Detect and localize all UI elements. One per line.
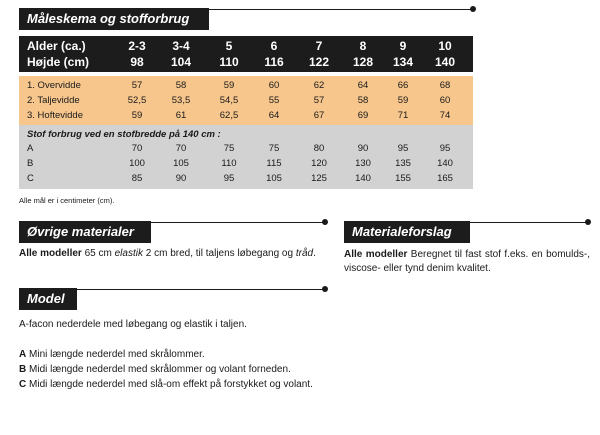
model-heading-text: Model xyxy=(27,291,65,306)
cell: 80 xyxy=(313,143,325,154)
cell: 115 xyxy=(266,158,282,169)
other-materials-part: 65 cm xyxy=(81,248,115,259)
cell: 71 xyxy=(397,110,409,121)
model-letter: C xyxy=(19,379,27,390)
cell: 110 xyxy=(221,158,237,169)
cell: 7 xyxy=(315,39,323,53)
material-suggestion-heading xyxy=(344,221,470,243)
table-header-band xyxy=(19,36,473,72)
cell: 69 xyxy=(357,110,369,121)
table-row xyxy=(19,157,473,170)
cell: 125 xyxy=(311,173,327,184)
cell: 53,5 xyxy=(171,95,191,106)
model-heading xyxy=(19,288,77,310)
cell: 2-3 xyxy=(128,39,146,53)
cell: 64 xyxy=(268,110,280,121)
cell: 100 xyxy=(129,158,145,169)
cell: 116 xyxy=(264,55,284,69)
table-row xyxy=(19,109,473,122)
page-title xyxy=(19,8,209,30)
cell: 140 xyxy=(355,173,371,184)
units-note: Alle mål er i centimeter (cm). xyxy=(19,196,115,205)
cell: 57 xyxy=(313,95,325,106)
cell: 75 xyxy=(223,143,235,154)
model-list xyxy=(19,347,323,392)
fabric-heading: Stof forbrug ved en stofbredde på 140 cm : xyxy=(27,129,221,140)
cell: 52,5 xyxy=(127,95,147,106)
row-label: 1. Overvidde xyxy=(27,80,81,91)
model-letter: B xyxy=(19,364,27,375)
model-intro: A-facon nederdele med løbegang og elastik i taljen. xyxy=(19,319,247,330)
material-suggestion-text xyxy=(344,248,593,276)
cell: 98 xyxy=(130,55,144,69)
model-desc: Midi længde nederdel med slå-om effekt på forstykket og volant. xyxy=(26,379,313,390)
material-suggestion-dot xyxy=(585,219,591,225)
title-text: Måleskema og stofforbrug xyxy=(27,11,190,26)
row-label: Højde (cm) xyxy=(27,55,90,69)
model-dot xyxy=(322,286,328,292)
cell: 60 xyxy=(439,95,451,106)
other-materials-rule xyxy=(151,222,325,223)
cell: 122 xyxy=(308,55,330,69)
cell: 68 xyxy=(439,80,451,91)
cell: 5 xyxy=(225,39,233,53)
cell: 95 xyxy=(223,173,235,184)
cell: 90 xyxy=(357,143,369,154)
fabric-heading-row xyxy=(19,128,473,141)
cell: 6 xyxy=(270,39,278,53)
other-materials-part: . xyxy=(313,248,316,259)
measurements-band xyxy=(19,76,473,125)
cell: 105 xyxy=(173,158,189,169)
cell: 54,5 xyxy=(219,95,239,106)
title-rule xyxy=(209,9,473,10)
cell: 55 xyxy=(268,95,280,106)
title-rule-dot xyxy=(470,6,476,12)
cell: 9 xyxy=(399,39,407,53)
model-desc: Mini længde nederdel med skrålommer. xyxy=(26,349,205,360)
cell: 3-4 xyxy=(172,39,190,53)
cell: 135 xyxy=(395,158,411,169)
material-suggestion-lead: Alle modeller xyxy=(344,249,408,260)
fabric-band xyxy=(19,125,473,189)
cell: 59 xyxy=(131,110,143,121)
model-desc: Midi længde nederdel med skrålommer og volant forneden. xyxy=(26,364,291,375)
cell: 95 xyxy=(397,143,409,154)
elastic-term: elastik xyxy=(114,248,143,259)
cell: 70 xyxy=(175,143,187,154)
cell: 155 xyxy=(395,173,411,184)
cell: 58 xyxy=(175,80,187,91)
row-label: B xyxy=(27,158,34,169)
cell: 74 xyxy=(439,110,451,121)
cell: 140 xyxy=(437,158,453,169)
table-row-height xyxy=(19,54,473,70)
cell: 140 xyxy=(434,55,456,69)
model-rule xyxy=(77,289,325,290)
row-label: Alder (ca.) xyxy=(27,39,86,53)
cell: 64 xyxy=(357,80,369,91)
cell: 128 xyxy=(352,55,374,69)
cell: 70 xyxy=(131,143,143,154)
material-suggestion-body: Beregnet til fast stof f.eks. en bomulds-, viscose- eller tynd denim kvalitet. xyxy=(344,249,593,274)
row-label: C xyxy=(27,173,34,184)
cell: 90 xyxy=(175,173,187,184)
cell: 120 xyxy=(311,158,327,169)
cell: 62,5 xyxy=(219,110,239,121)
table-row xyxy=(19,79,473,92)
material-suggestion-heading-text: Materialeforslag xyxy=(352,224,452,239)
other-materials-lead: Alle modeller xyxy=(19,248,82,259)
row-label: 3. Hoftevidde xyxy=(27,110,83,121)
row-label: A xyxy=(27,143,34,154)
model-letter: A xyxy=(19,349,27,360)
cell: 66 xyxy=(397,80,409,91)
cell: 85 xyxy=(131,173,143,184)
cell: 59 xyxy=(397,95,409,106)
other-materials-heading xyxy=(19,221,151,243)
list-item xyxy=(19,377,323,392)
cell: 104 xyxy=(170,55,192,69)
cell: 95 xyxy=(439,143,451,154)
thread-term: tråd xyxy=(295,248,314,259)
table-row xyxy=(19,94,473,107)
cell: 165 xyxy=(437,173,453,184)
other-materials-heading-text: Øvrige materialer xyxy=(27,224,134,239)
cell: 62 xyxy=(313,80,325,91)
cell: 61 xyxy=(175,110,187,121)
other-materials-part: 2 cm bred, til taljens løbegang og xyxy=(142,248,296,259)
cell: 75 xyxy=(268,143,280,154)
material-suggestion-rule xyxy=(470,222,588,223)
table-row xyxy=(19,142,473,155)
list-item xyxy=(19,347,323,362)
cell: 110 xyxy=(219,55,239,69)
cell: 134 xyxy=(392,55,414,69)
cell: 60 xyxy=(268,80,280,91)
cell: 105 xyxy=(266,173,282,184)
list-item xyxy=(19,362,323,377)
cell: 58 xyxy=(357,95,369,106)
table-row-age xyxy=(19,38,473,54)
table-row xyxy=(19,172,473,185)
cell: 130 xyxy=(355,158,371,169)
cell: 67 xyxy=(313,110,325,121)
cell: 59 xyxy=(223,80,235,91)
cell: 57 xyxy=(131,80,143,91)
cell: 8 xyxy=(359,39,367,53)
cell: 10 xyxy=(438,39,452,53)
other-materials-dot xyxy=(322,219,328,225)
measurement-table xyxy=(19,36,473,189)
other-materials-text xyxy=(19,246,329,261)
row-label: 2. Taljevidde xyxy=(27,95,80,106)
